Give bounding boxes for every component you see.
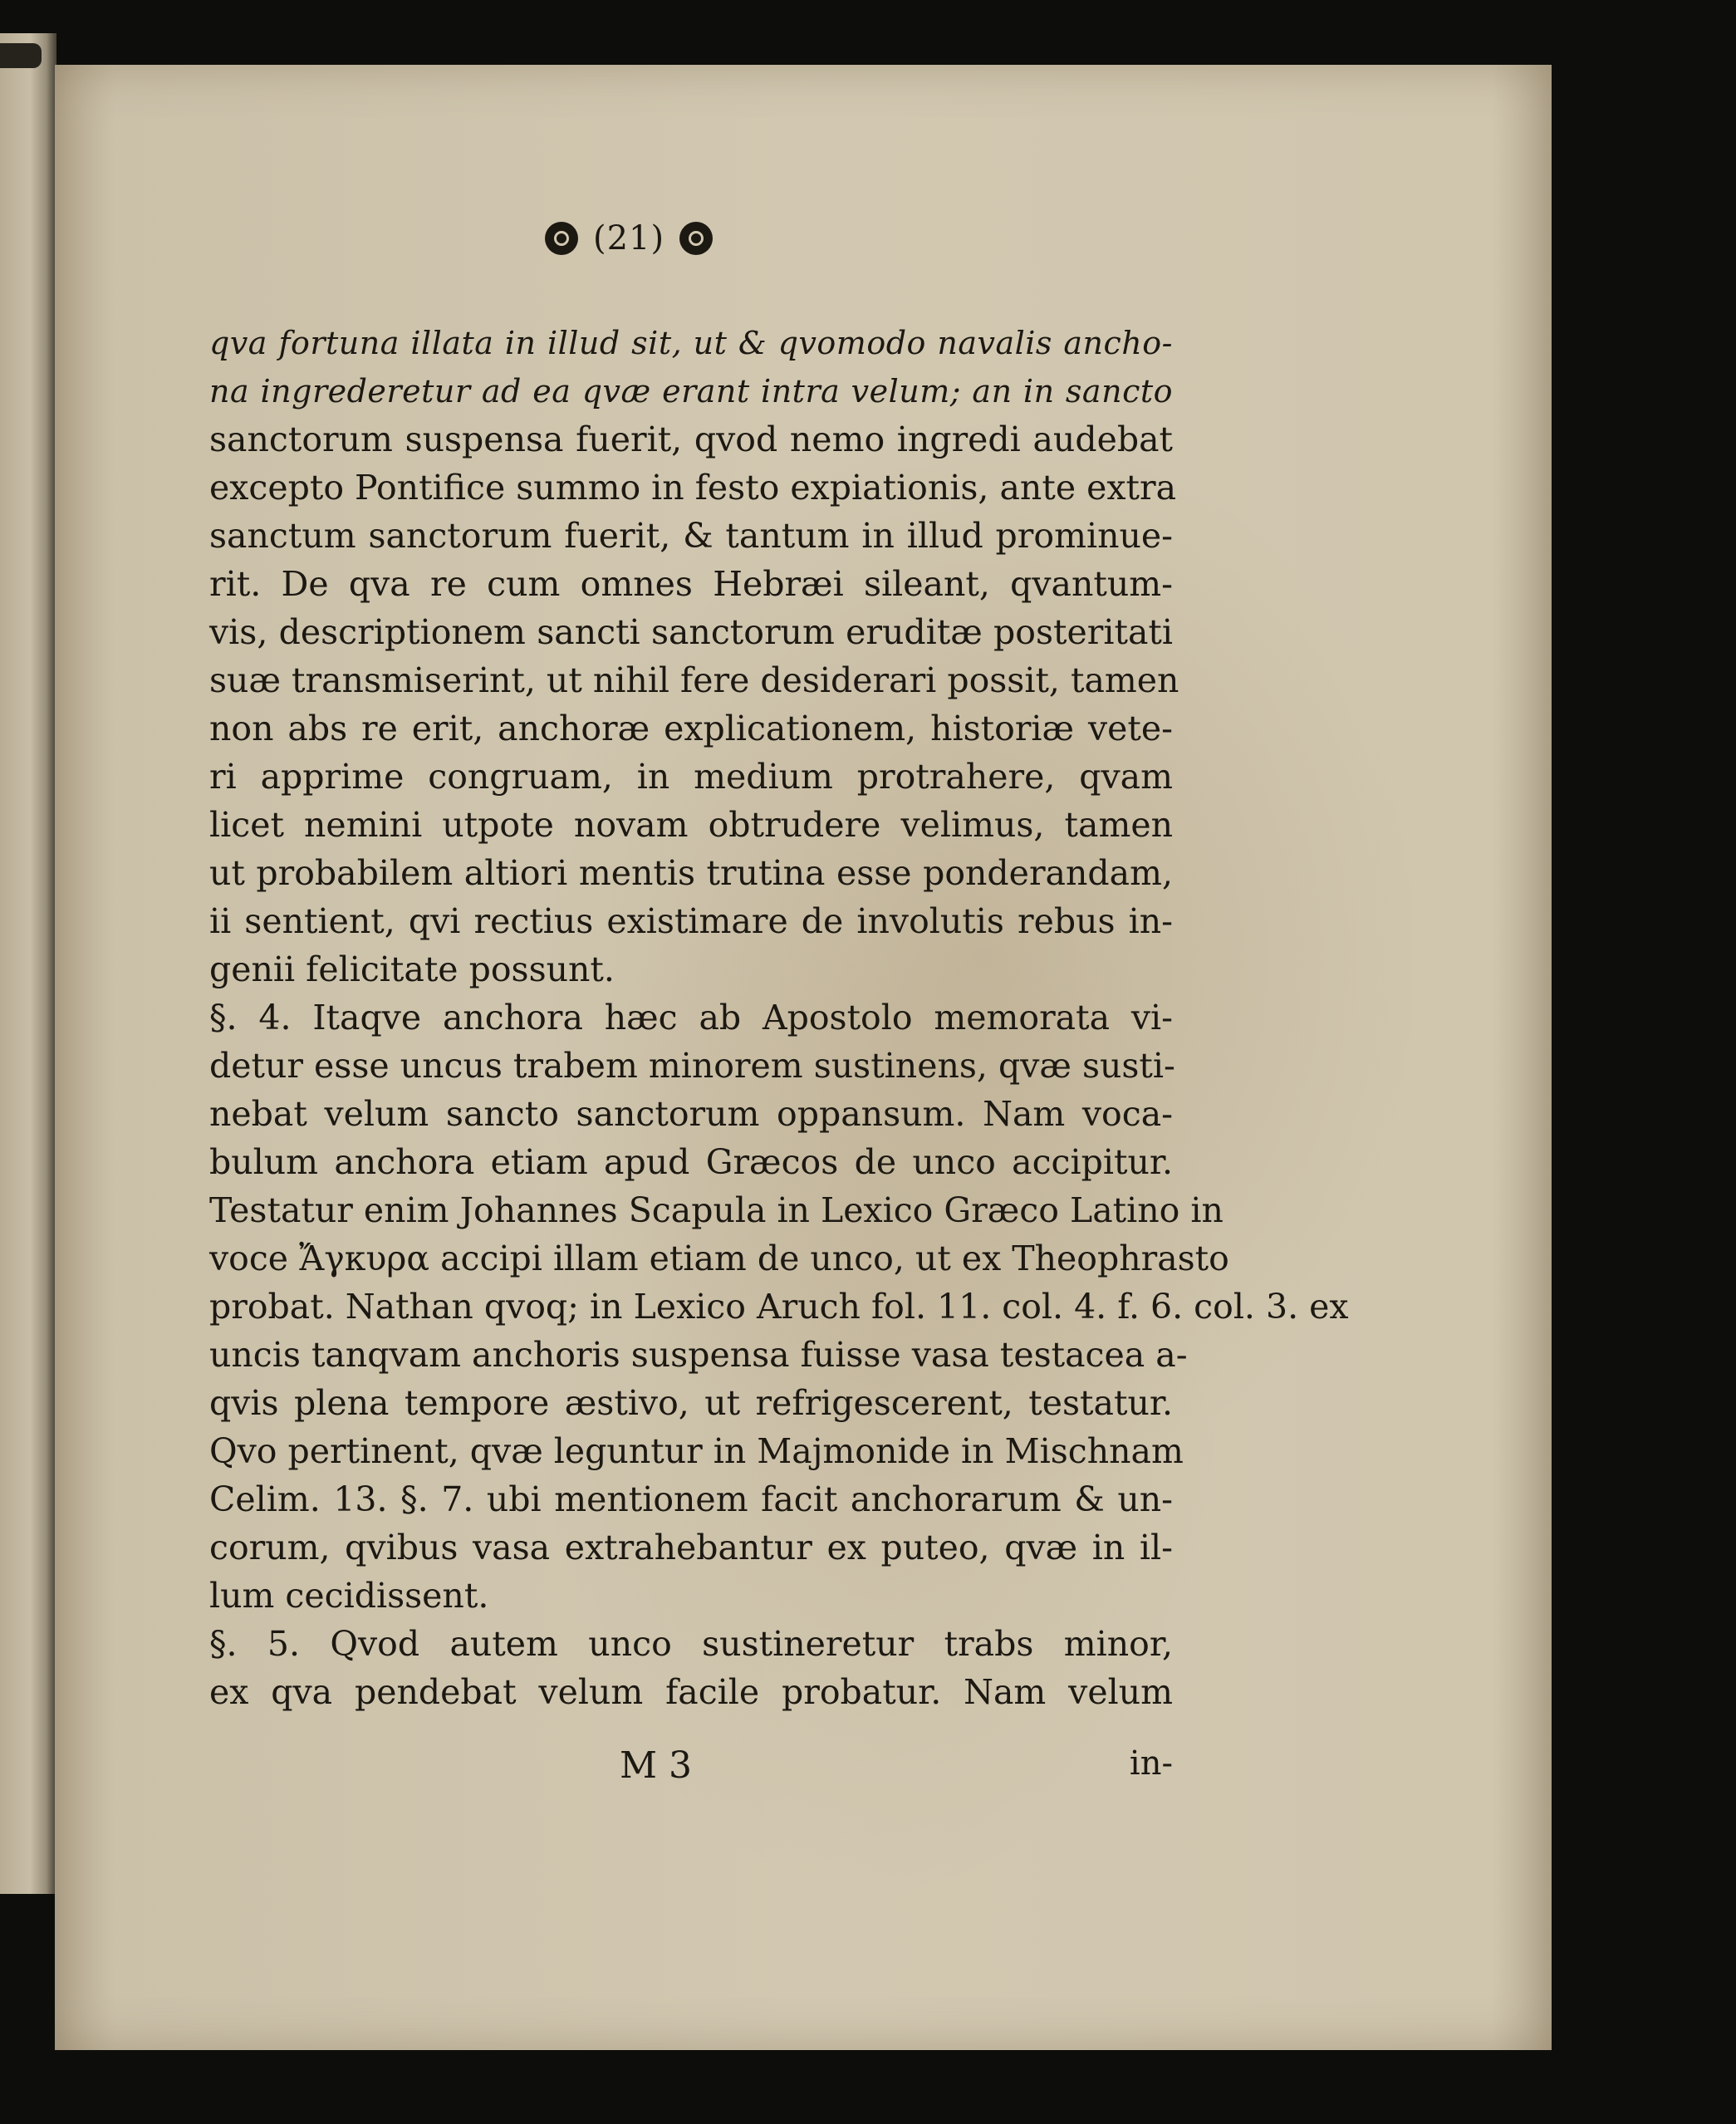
text-line: sanctorum suspensa fuerit, qvod nemo ingredi audebat — [209, 419, 1173, 459]
text-line: detur esse uncus trabem minorem sustinens, qvæ susti- — [209, 1046, 1175, 1086]
body-text — [209, 319, 1349, 1716]
page-header — [545, 213, 744, 264]
text-line: Celim. 13. §. 7. ubi mentionem facit anchorarum & un- — [209, 1479, 1173, 1519]
text-line: nebat velum sancto sanctorum oppansum. Nam voca- — [209, 1094, 1173, 1134]
text-line: excepto Pontifice summo in festo expiationis, ante extra — [209, 468, 1177, 508]
text-line: voce Ἄγκυρα accipi illam etiam de unco, ut ex Theophrasto — [209, 1239, 1229, 1278]
text-line: bulum anchora etiam apud Græcos de unco accipitur. — [209, 1142, 1173, 1182]
text-line: suæ transmiserint, ut nihil fere desiderari possit, tamen — [209, 660, 1179, 700]
text-line: ex qva pendebat velum facile probatur. Nam velum — [209, 1672, 1173, 1712]
catchword: in- — [1129, 1744, 1173, 1783]
paragraph-5-start: §. 5. Qvod autem unco sustineretur trabs minor, — [209, 1624, 1173, 1664]
left-page-edge — [0, 33, 56, 1894]
text-line: licet nemini utpote novam obtrudere velimus, tamen — [209, 805, 1173, 845]
text-line: ri apprime congruam, in medium protrahere, qvam — [209, 757, 1173, 797]
text-line: Qvo pertinent, qvæ leguntur in Majmonide in Mischnam — [209, 1431, 1184, 1471]
text-line: na ingrederetur ad ea qvæ erant intra velum; an in sancto — [209, 373, 1173, 410]
text-line: rit. De qva re cum omnes Hebræi sileant, qvantum- — [209, 564, 1173, 604]
text-line: sanctum sanctorum fuerit, & tantum in illud prominue- — [209, 516, 1173, 556]
text-line: non abs re erit, anchoræ explicationem, historiæ vete- — [209, 709, 1173, 748]
text-line: qva fortuna illata in illud sit, ut & qvomodo navalis ancho- — [209, 325, 1173, 361]
right-rosette-ornament-icon — [679, 222, 713, 255]
text-line: uncis tanqvam anchoris suspensa fuisse vasa testacea a- — [209, 1335, 1188, 1375]
binding-clip — [0, 43, 42, 68]
page-footer — [209, 1744, 1173, 1796]
paragraph-4-start: §. 4. Itaqve anchora hæc ab Apostolo memorata vi- — [209, 998, 1173, 1037]
text-line: vis, descriptionem sancti sanctorum eruditæ posteritati — [209, 612, 1173, 652]
text-line: ii sentient, qvi rectius existimare de involutis rebus in- — [209, 901, 1173, 941]
text-line: ut probabilem altiori mentis trutina esse ponderandam, — [209, 853, 1173, 893]
signature-mark: M 3 — [620, 1744, 693, 1787]
text-line: probat. Nathan qvoq; in Lexico Aruch fol. 11. col. 4. f. 6. col. 3. ex — [209, 1287, 1349, 1327]
text-line: Testatur enim Johannes Scapula in Lexico Græco Latino in — [209, 1190, 1224, 1230]
left-rosette-ornament-icon — [545, 222, 578, 255]
book-page — [55, 65, 1552, 2050]
text-line: lum cecidissent. — [209, 1576, 489, 1616]
text-line: qvis plena tempore æstivo, ut refrigescerent, testatur. — [209, 1383, 1173, 1423]
text-line: genii felicitate possunt. — [209, 949, 615, 989]
page-number: (21) — [593, 219, 665, 258]
text-line: corum, qvibus vasa extrahebantur ex puteo, qvæ in il- — [209, 1528, 1173, 1567]
